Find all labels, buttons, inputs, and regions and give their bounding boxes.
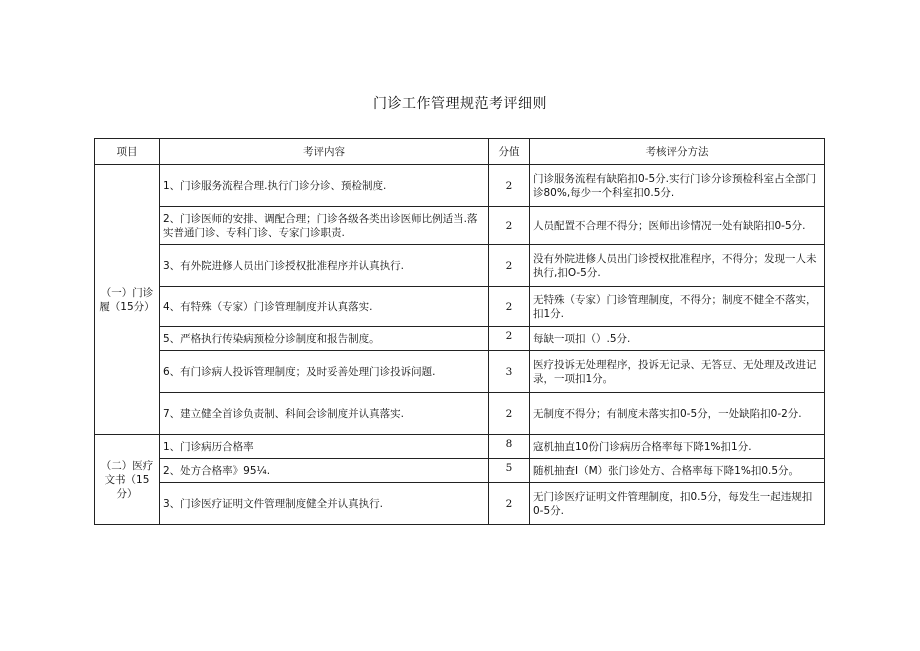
score-cell: 2 [489, 483, 530, 525]
table-header-row [95, 139, 825, 165]
header-score: 分值 [489, 139, 530, 165]
method-cell: 每缺一项扣（）.5分. [530, 327, 825, 351]
table-row [95, 327, 825, 351]
content-cell: 1、门诊服务流程合理.执行门诊分诊、预检制度. [160, 165, 489, 207]
table-row [95, 287, 825, 327]
document-title: 门诊工作管理规范考评细则 [373, 96, 547, 112]
table-row [95, 165, 825, 207]
score-cell: 3 [489, 351, 530, 393]
method-cell: 无制度不得分；有制度未落实扣0-5分，一处缺陷扣0-2分. [530, 393, 825, 435]
method-cell: 无特殊（专家）门诊管理制度，不得分；制度不健全不落实，扣1分. [530, 287, 825, 327]
table-row [95, 483, 825, 525]
content-cell: 3、有外院进修人员出门诊授权批准程序并认真执行. [160, 245, 489, 287]
method-cell: 随机抽査I（M）张门诊处方、合格率每下降1%扣0.5分。 [530, 459, 825, 483]
content-cell: 4、有特殊（专家）门诊管理制度并认真落实. [160, 287, 489, 327]
category-cell: （二）医疗文书（15分） [95, 435, 160, 525]
content-cell: 6、有门诊病人投诉管理制度；及时妥善处理门诊投诉问题. [160, 351, 489, 393]
table-row [95, 393, 825, 435]
content-cell: 1、门诊病历合格率 [160, 435, 489, 459]
method-cell: 无门诊医疗证明文件管理制度，扣0.5分，每发生一起违规扣0-5分. [530, 483, 825, 525]
score-cell: 8 [489, 435, 530, 459]
method-cell: 没有外院进修人员出门诊授权批准程序，不得分；发现一人未执行,扣O-5分. [530, 245, 825, 287]
content-cell: 5、严格执行传染病预检分诊制度和报告制度。 [160, 327, 489, 351]
score-cell: 2 [489, 245, 530, 287]
method-cell: 人员配置不合理不得分；医师出诊情况一处有缺陷扣0-5分. [530, 207, 825, 245]
table-row [95, 459, 825, 483]
evaluation-table [94, 138, 825, 525]
header-content: 考评内容 [160, 139, 489, 165]
header-method: 考核评分方法 [530, 139, 825, 165]
table-row [95, 435, 825, 459]
score-cell: 5 [489, 459, 530, 483]
score-cell: 2 [489, 327, 530, 351]
content-cell: 3、门诊医疗证明文件管理制度健全并认真执行. [160, 483, 489, 525]
method-cell: 寇机抽直10份门诊病历合格率每下降1%扣1分. [530, 435, 825, 459]
score-cell: 2 [489, 165, 530, 207]
header-item: 项目 [95, 139, 160, 165]
method-cell: 门诊服务流程有缺陷扣0-5分.实行门诊分诊预检科室占全部门诊80%,每少一个科室扣0.5分. [530, 165, 825, 207]
table-row [95, 245, 825, 287]
score-cell: 2 [489, 207, 530, 245]
table-row [95, 207, 825, 245]
category-cell: （一）门诊履（15分） [95, 165, 160, 435]
method-cell: 医疗投诉无处理程序，投诉无记录、无答豆、无处理及改进记录，一项扣1分。 [530, 351, 825, 393]
content-cell: 2、门诊医师的安排、调配合理；门诊各级各类出诊医师比例适当.落实普通门诊、专科门诊、专家门诊职责. [160, 207, 489, 245]
score-cell: 2 [489, 287, 530, 327]
content-cell: 7、建立健全首诊负责制、科间会诊制度并认真落实. [160, 393, 489, 435]
content-cell: 2、处方合格率》95¼. [160, 459, 489, 483]
table-row [95, 351, 825, 393]
score-cell: 2 [489, 393, 530, 435]
